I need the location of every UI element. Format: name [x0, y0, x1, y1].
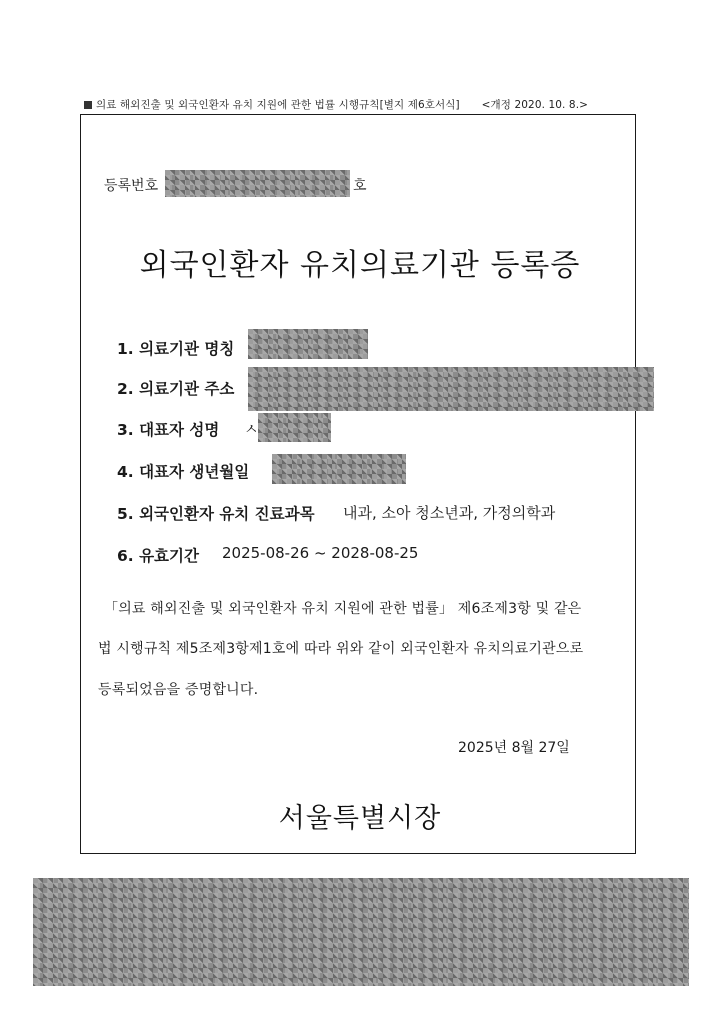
revision-date: <개정 2020. 10. 8.> — [481, 99, 589, 111]
redacted-institution-address — [248, 367, 654, 411]
redacted-representative-birthdate — [272, 454, 406, 484]
item-institution-name-label: 1. 의료기관 명칭 — [117, 340, 235, 358]
redacted-seal-area — [33, 878, 689, 986]
registration-number-suffix: 호 — [353, 178, 367, 194]
form-header — [84, 97, 588, 112]
issuer-name: 서울특별시장 — [278, 803, 442, 834]
issue-date: 2025년 8월 27일 — [458, 740, 570, 756]
certification-line-2: 법 시행규칙 제5조제3항제1호에 따라 위와 같이 외국인환자 유치의료기관으로 — [98, 641, 584, 657]
redacted-representative-name — [258, 413, 331, 442]
item-institution-address-label: 2. 의료기관 주소 — [117, 380, 235, 398]
item-representative-name-label: 3. 대표자 성명 — [117, 421, 220, 439]
item-departments-value: 내과, 소아 청소년과, 가정의학과 — [343, 504, 556, 522]
certification-line-3: 등록되었음을 증명합니다. — [98, 682, 259, 698]
law-reference: 의료 해외진출 및 외국인환자 유치 지원에 관한 법률 시행규칙[별지 제6호서식] — [96, 99, 460, 111]
item-representative-name-value: ㅅ — [244, 420, 259, 438]
certification-line-1: 「의료 해외진출 및 외국인환자 유치 지원에 관한 법률」 제6조제3항 및 같은 — [104, 601, 582, 617]
square-bullet-icon — [84, 101, 92, 109]
registration-number-label: 등록번호 — [104, 178, 159, 194]
item-representative-birthdate-label: 4. 대표자 생년월일 — [117, 463, 250, 481]
certificate-title: 외국인환자 유치의료기관 등록증 — [139, 248, 581, 283]
redacted-registration-number — [165, 170, 350, 197]
item-validity-period-value: 2025-08-26 ~ 2028-08-25 — [222, 544, 419, 562]
item-departments-label: 5. 외국인환자 유치 진료과목 — [117, 505, 315, 523]
redacted-institution-name — [248, 329, 368, 359]
item-validity-period-label: 6. 유효기간 — [117, 547, 199, 565]
